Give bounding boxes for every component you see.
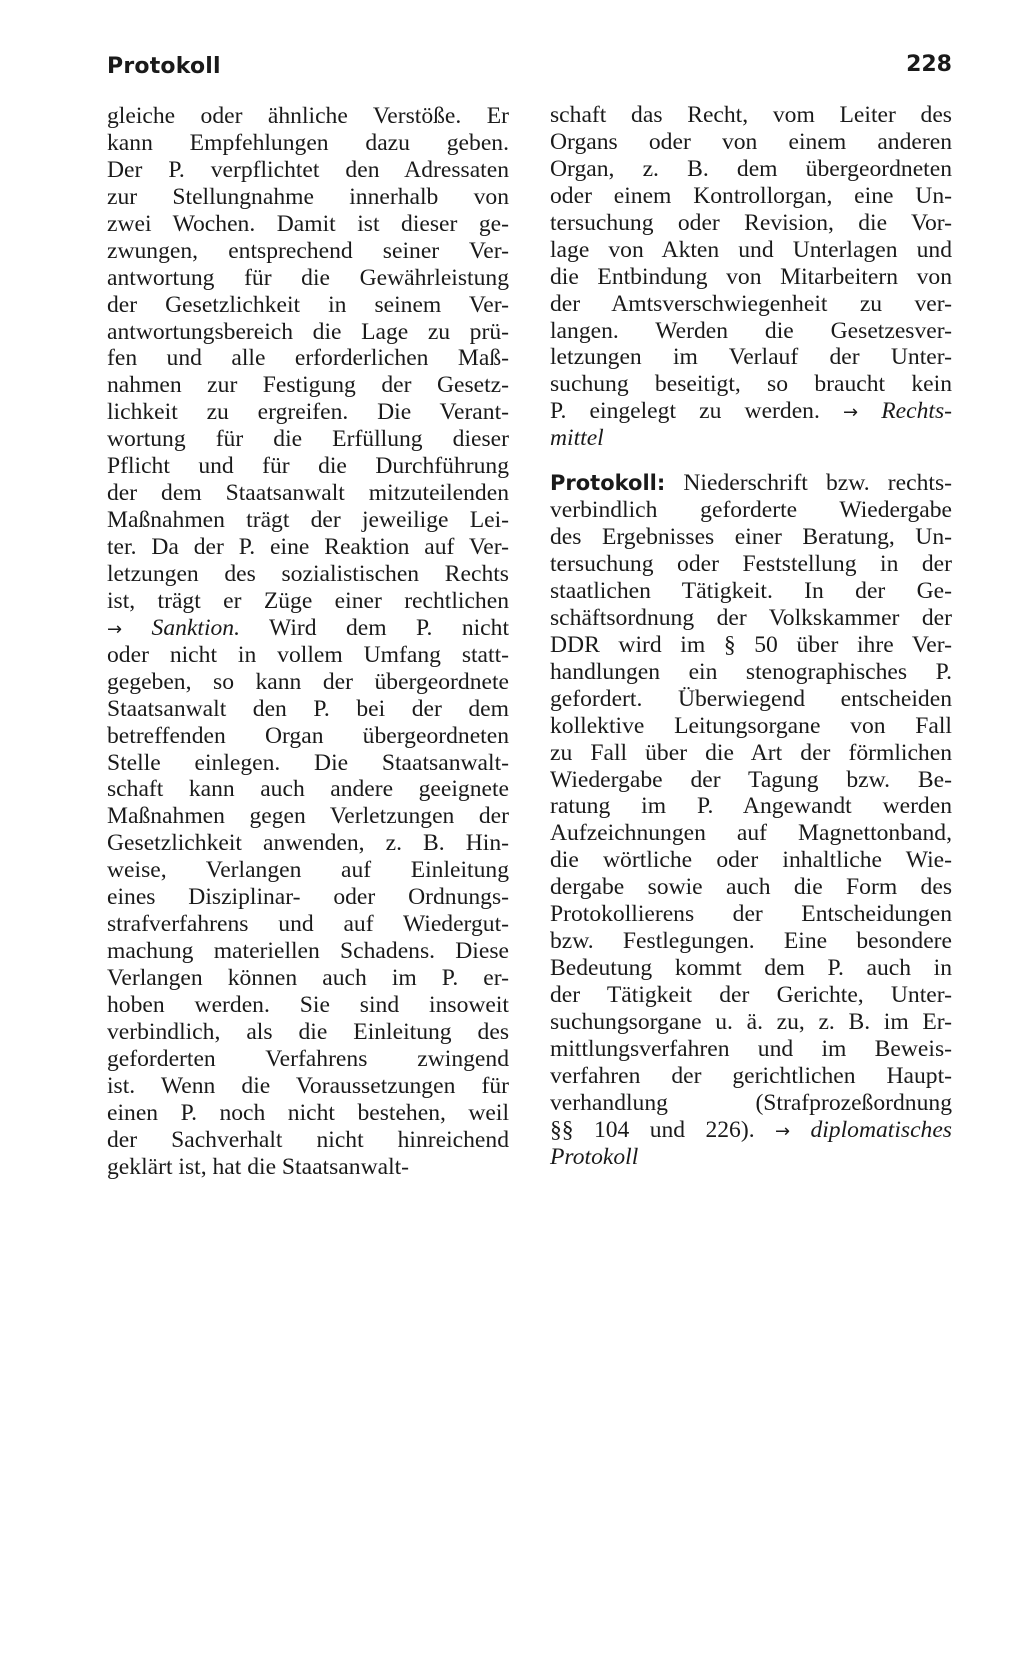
text-line	[550, 497, 952, 524]
text-line	[550, 398, 952, 425]
text-segment: lage von Akten und Unterlagen und	[550, 236, 952, 263]
text-line	[107, 265, 509, 292]
text-segment: hoben werden. Sie sind insoweit	[107, 991, 509, 1018]
text-segment: weise, Verlangen auf Einleitung	[107, 857, 509, 884]
text-line	[550, 740, 952, 767]
running-head: Protokoll	[107, 54, 221, 79]
text-segment: suchung beseitigt, so braucht kein	[550, 371, 952, 398]
text-segment: zur Stellungnahme innerhalb von	[107, 183, 509, 210]
text-line	[107, 1046, 509, 1073]
text-line	[550, 264, 952, 291]
entry-headword: Protokoll:	[550, 471, 666, 496]
text-segment: der Gesetzlichkeit in seinem Ver-	[107, 291, 509, 318]
text-segment: langen. Werden die Gesetzesver-	[550, 317, 952, 344]
text-line	[107, 992, 509, 1019]
text-line	[550, 659, 952, 686]
text-line	[107, 1127, 509, 1154]
text-line	[550, 713, 952, 740]
text-line	[107, 857, 509, 884]
text-line	[550, 1009, 952, 1036]
text-line	[550, 793, 952, 820]
text-line	[107, 965, 509, 992]
text-segment: der dem Staatsanwalt mitzuteilenden	[107, 480, 509, 507]
cross-reference: Sanktion.	[151, 614, 240, 641]
text-line	[107, 157, 509, 184]
arrow-right-icon: →	[843, 402, 859, 424]
text-segment: letzungen im Verlauf der Unter-	[550, 344, 952, 371]
text-segment: zwei Wochen. Damit ist dieser ge-	[107, 210, 509, 237]
text-line	[107, 1154, 509, 1181]
text-segment: ratung im P. Angewandt werden	[550, 793, 952, 820]
text-segment: Wird dem P. nicht	[240, 614, 510, 641]
text-segment: machung materiellen Schadens. Diese	[107, 938, 509, 965]
text-line	[550, 1036, 952, 1063]
text-segment: verbindlich geforderte Wiedergabe	[550, 497, 952, 524]
text-line	[550, 955, 952, 982]
text-segment: eines Disziplinar- oder Ordnungs-	[107, 884, 509, 911]
text-line	[107, 426, 509, 453]
text-line	[550, 767, 952, 794]
text-segment: geforderten Verfahrens zwingend	[107, 1045, 509, 1072]
cross-reference: Protokoll	[550, 1143, 639, 1170]
text-segment: der Tätigkeit der Gerichte, Unter-	[550, 982, 952, 1008]
entry-separator	[550, 452, 952, 470]
text-segment: ter. Da der P. eine Reaktion auf Ver-	[107, 534, 509, 560]
text-segment: wortung für die Erfüllung dieser	[107, 426, 509, 453]
text-line	[107, 103, 509, 130]
text-segment: handlungen ein stenographisches P.	[550, 658, 952, 685]
text-line	[550, 632, 952, 659]
text-segment: Gesetzlichkeit anwenden, z. B. Hin-	[107, 830, 509, 857]
text-line	[550, 237, 952, 264]
text-segment: antwortungsbereich die Lage zu prü-	[107, 318, 509, 345]
text-line	[107, 1100, 509, 1127]
text-segment: nahmen zur Festigung der Gesetz-	[107, 372, 509, 399]
text-line	[550, 470, 952, 497]
text-line	[107, 372, 509, 399]
text-line	[107, 453, 509, 480]
text-line	[550, 605, 952, 632]
text-line	[107, 696, 509, 723]
text-segment: Aufzeichnungen auf Magnettonband,	[550, 820, 952, 847]
text-line	[550, 102, 952, 129]
text-line	[550, 1090, 952, 1117]
text-line	[550, 578, 952, 605]
text-segment: Wiedergabe der Tagung bzw. Be-	[550, 766, 952, 793]
text-segment	[122, 615, 151, 641]
cross-reference: diplomatisches	[810, 1116, 952, 1143]
text-line	[550, 982, 952, 1009]
text-segment: schaft das Recht, vom Leiter des	[550, 102, 952, 128]
text-segment: verfahren der gerichtlichen Haupt-	[550, 1062, 952, 1089]
text-line	[550, 318, 952, 345]
cross-reference: mittel	[550, 425, 604, 452]
text-segment: staatlichen Tätigkeit. In der Ge-	[550, 577, 952, 604]
text-segment: Stelle einlegen. Die Staatsanwalt-	[107, 749, 509, 776]
text-segment: verbindlich, als die Einleitung des	[107, 1018, 509, 1045]
text-segment: betreffenden Organ übergeordneten	[107, 722, 509, 749]
text-line	[107, 184, 509, 211]
page-number: 228	[906, 52, 952, 77]
text-line	[107, 911, 509, 938]
text-segment: Maßnahmen trägt der jeweilige Lei-	[107, 507, 509, 534]
text-line	[550, 156, 952, 183]
text-line	[107, 507, 509, 534]
text-line	[550, 524, 952, 551]
continued-entry	[550, 102, 952, 452]
text-line	[107, 669, 509, 696]
text-segment: oder nicht in vollem Umfang statt-	[107, 641, 509, 668]
text-segment: Pflicht und für die Durchführung	[107, 453, 509, 480]
text-line	[107, 1019, 509, 1046]
text-segment: schäftsordnung der Volkskammer der	[550, 604, 952, 631]
text-segment: dergabe sowie auch die Form des	[550, 874, 952, 901]
text-segment: tersuchung oder Feststellung in der	[550, 551, 952, 577]
entry-protokoll	[550, 470, 952, 1170]
text-segment: zwungen, entsprechend seiner Ver-	[107, 237, 509, 264]
text-line	[550, 129, 952, 156]
text-segment: letzungen des sozialistischen Rechts	[107, 560, 509, 587]
text-segment	[790, 1117, 810, 1143]
text-line	[550, 1144, 952, 1171]
text-segment: bzw. Festlegungen. Eine besondere	[550, 928, 952, 955]
text-segment: DDR wird im § 50 über ihre Ver-	[550, 631, 952, 658]
text-segment: gleiche oder ähnliche Verstöße. Er	[107, 103, 509, 129]
text-line	[550, 291, 952, 318]
text-line	[107, 292, 509, 319]
text-line	[550, 820, 952, 847]
text-line	[107, 345, 509, 372]
text-line	[550, 551, 952, 578]
text-line	[107, 399, 509, 426]
text-line	[107, 534, 509, 561]
text-segment: geklärt ist, hat die Staatsanwalt-	[107, 1153, 410, 1180]
text-segment: oder einem Kontrollorgan, eine Un-	[550, 182, 952, 209]
text-line	[107, 615, 509, 642]
text-segment: suchungsorgane u. ä. zu, z. B. im Er-	[550, 1008, 952, 1035]
text-segment: verhandlung (Strafprozeßordnung	[550, 1089, 952, 1116]
text-segment: §§ 104 und 226).	[550, 1116, 775, 1143]
text-line	[550, 425, 952, 452]
text-line	[107, 130, 509, 157]
text-segment: kann Empfehlungen dazu geben.	[107, 129, 509, 156]
text-line	[107, 830, 509, 857]
text-line	[107, 480, 509, 507]
text-segment: gegeben, so kann der übergeordnete	[107, 668, 509, 695]
text-line	[550, 344, 952, 371]
text-segment: P. eingelegt zu werden.	[550, 398, 844, 425]
text-line	[107, 723, 509, 750]
text-segment	[858, 398, 881, 424]
text-segment: ist. Wenn die Voraussetzungen für	[107, 1072, 509, 1099]
right-column	[550, 102, 952, 1171]
text-line	[550, 183, 952, 210]
text-segment: einen P. noch nicht bestehen, weil	[107, 1099, 509, 1126]
text-line	[550, 210, 952, 237]
text-line	[107, 750, 509, 777]
text-segment: kollektive Leitungsorgane von Fall	[550, 712, 952, 739]
text-line	[550, 928, 952, 955]
arrow-right-icon: →	[774, 1120, 791, 1142]
text-line	[107, 776, 509, 803]
text-segment: fen und alle erforderlichen Maß-	[107, 345, 509, 372]
text-line	[107, 319, 509, 346]
text-segment: Staatsanwalt den P. bei der dem	[107, 695, 509, 722]
text-segment: tersuchung oder Revision, die Vor-	[550, 209, 952, 236]
text-segment: Bedeutung kommt dem P. auch in	[550, 955, 952, 982]
text-segment: strafverfahrens und auf Wiedergut-	[107, 911, 509, 938]
text-segment: schaft kann auch andere geeignete	[107, 776, 509, 803]
text-segment: Protokollierens der Entscheidungen	[550, 901, 952, 928]
text-segment: zu Fall über die Art der förmlichen	[550, 739, 952, 766]
text-line	[107, 588, 509, 615]
text-line	[550, 686, 952, 713]
text-segment: der Sachverhalt nicht hinreichend	[107, 1126, 509, 1153]
text-segment: gefordert. Überwiegend entscheiden	[550, 685, 952, 712]
text-line	[107, 803, 509, 830]
text-line	[107, 211, 509, 238]
text-line	[550, 1063, 952, 1090]
cross-reference: Rechts-	[881, 398, 952, 425]
text-line	[107, 238, 509, 265]
text-line	[550, 874, 952, 901]
text-segment: der Amtsverschwiegenheit zu ver-	[550, 290, 952, 317]
text-segment: lichkeit zu ergreifen. Die Verant-	[107, 399, 509, 426]
text-line	[550, 371, 952, 398]
text-segment: Organs oder von einem anderen	[550, 128, 952, 155]
text-line	[107, 642, 509, 669]
text-segment: mittlungsverfahren und im Beweis-	[550, 1035, 952, 1062]
text-segment: Niederschrift bzw. rechts-	[665, 470, 952, 497]
text-segment: antwortung für die Gewährleistung	[107, 264, 509, 291]
text-line	[107, 938, 509, 965]
text-line	[550, 901, 952, 928]
text-segment: des Ergebnisses einer Beratung, Un-	[550, 524, 952, 551]
text-segment: Maßnahmen gegen Verletzungen der	[107, 803, 509, 830]
arrow-right-icon: →	[107, 618, 123, 640]
page-header	[107, 54, 952, 84]
text-segment: ist, trägt er Züge einer rechtlichen	[107, 587, 509, 614]
text-line	[107, 561, 509, 588]
text-segment: die Entbindung von Mitarbeitern von	[550, 263, 952, 290]
text-line	[550, 847, 952, 874]
text-segment: die wörtliche oder inhaltliche Wie-	[550, 847, 952, 874]
text-segment: Verlangen können auch im P. er-	[107, 965, 509, 991]
text-line	[107, 1073, 509, 1100]
text-segment: Organ, z. B. dem übergeordneten	[550, 155, 952, 182]
left-column	[107, 103, 509, 1181]
text-line	[550, 1117, 952, 1144]
text-line	[107, 884, 509, 911]
text-segment: Der P. verpflichtet den Adressaten	[107, 156, 509, 183]
